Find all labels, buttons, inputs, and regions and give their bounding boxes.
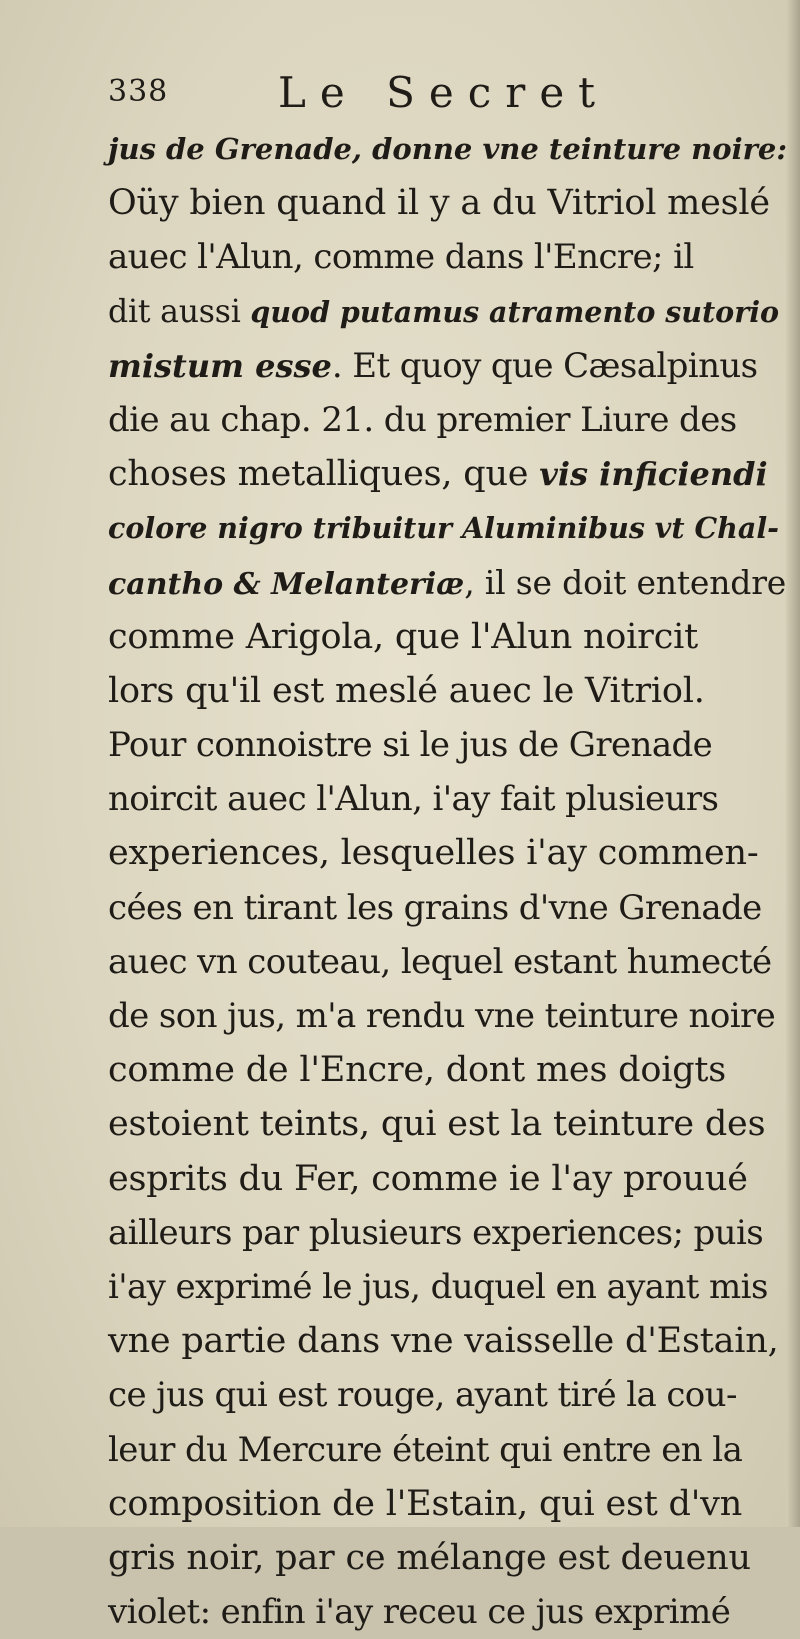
page-number: 338 [108, 74, 169, 109]
text-segment: comme de l'Encre, dont mes doigts [108, 1050, 727, 1091]
text-segment: Oüy bien quand il y a du Vitriol meslé [108, 183, 770, 224]
text-segment: comme Arigola, que l'Alun noircit [108, 616, 698, 657]
text-segment: lors qu'il est meslé auec le Vitriol. [108, 670, 705, 711]
text-segment: gris noir, par ce mélange est deuenu [108, 1537, 751, 1578]
text-line [108, 664, 788, 718]
text-line [108, 1043, 788, 1097]
text-line [108, 772, 788, 826]
body-text [108, 122, 788, 1639]
text-segment: cées en tirant les grains d'vne Grenade [108, 887, 762, 928]
text-line [108, 826, 788, 880]
text-line [108, 718, 788, 772]
text-line [108, 1423, 788, 1477]
text-line [108, 1152, 788, 1206]
text-segment: . Et quoy que Cæsalpinus [331, 345, 758, 386]
text-segment: de son jus, m'a rendu vne teinture noire [108, 996, 776, 1036]
text-segment: dit aussi [108, 293, 251, 330]
text-line [108, 881, 788, 935]
text-segment: experiences, lesquelles i'ay commen- [108, 833, 759, 874]
italic-segment: mistum esse [108, 346, 332, 385]
text-segment: estoient teints, qui est la teinture des [108, 1104, 766, 1145]
text-segment: noircit auec l'Alun, i'ay fait plusieurs [108, 779, 719, 820]
text-segment: ce jus qui est rouge, ayant tiré la cou- [108, 1375, 737, 1416]
text-segment: composition de l'Estain, qui est d'vn [108, 1483, 743, 1524]
text-line [108, 285, 788, 339]
text-line [108, 501, 788, 555]
italic-segment: jus de Grenade, donne vne teinture noire: [108, 132, 788, 166]
text-segment: auec l'Alun, comme dans l'Encre; il [108, 237, 694, 278]
text-line [108, 1260, 788, 1314]
text-segment: auec vn couteau, lequel estant humecté [108, 941, 772, 982]
text-line [108, 1368, 788, 1422]
text-line [108, 1531, 788, 1585]
text-line [108, 230, 788, 284]
italic-segment: quod putamus atramento sutorio [250, 294, 780, 329]
text-line [108, 1585, 788, 1639]
italic-segment: vis inficiendi [539, 455, 768, 494]
text-line [108, 339, 788, 393]
text-line [108, 935, 788, 989]
text-segment: esprits du Fer, comme ie l'ay prouué [108, 1158, 748, 1199]
text-line [108, 1477, 788, 1531]
page-header [108, 62, 708, 122]
text-segment: ailleurs par plusieurs experiences; puis [108, 1212, 764, 1253]
text-line [108, 610, 788, 664]
text-line [108, 1097, 788, 1151]
text-segment: choses metalliques, que [108, 454, 540, 495]
italic-segment: colore nigro tribuitur Aluminibus vt Chal- [108, 511, 779, 546]
text-line [108, 556, 788, 610]
text-line [108, 1206, 788, 1260]
text-segment: die au chap. 21. du premier Liure des [108, 399, 737, 440]
text-line [108, 1314, 788, 1368]
running-title: Le Secret [278, 68, 610, 117]
text-segment: , il se doit entendre [464, 562, 787, 602]
text-line [108, 447, 788, 501]
text-line [108, 393, 788, 447]
text-line [108, 176, 788, 230]
text-segment: violet: enfin i'ay receu ce jus exprimé [108, 1592, 731, 1633]
text-segment: i'ay exprimé le jus, duquel en ayant mis [108, 1266, 768, 1307]
page-edge [786, 0, 800, 1527]
text-segment: Pour connoistre si le jus de Grenade [108, 725, 713, 766]
italic-segment: cantho & Melanteriæ [108, 566, 465, 602]
text-segment: leur du Mercure éteint qui entre en la [108, 1429, 743, 1470]
text-line [108, 122, 788, 176]
text-line [108, 989, 788, 1043]
text-segment: vne partie dans vne vaisselle d'Estain, [108, 1321, 779, 1362]
